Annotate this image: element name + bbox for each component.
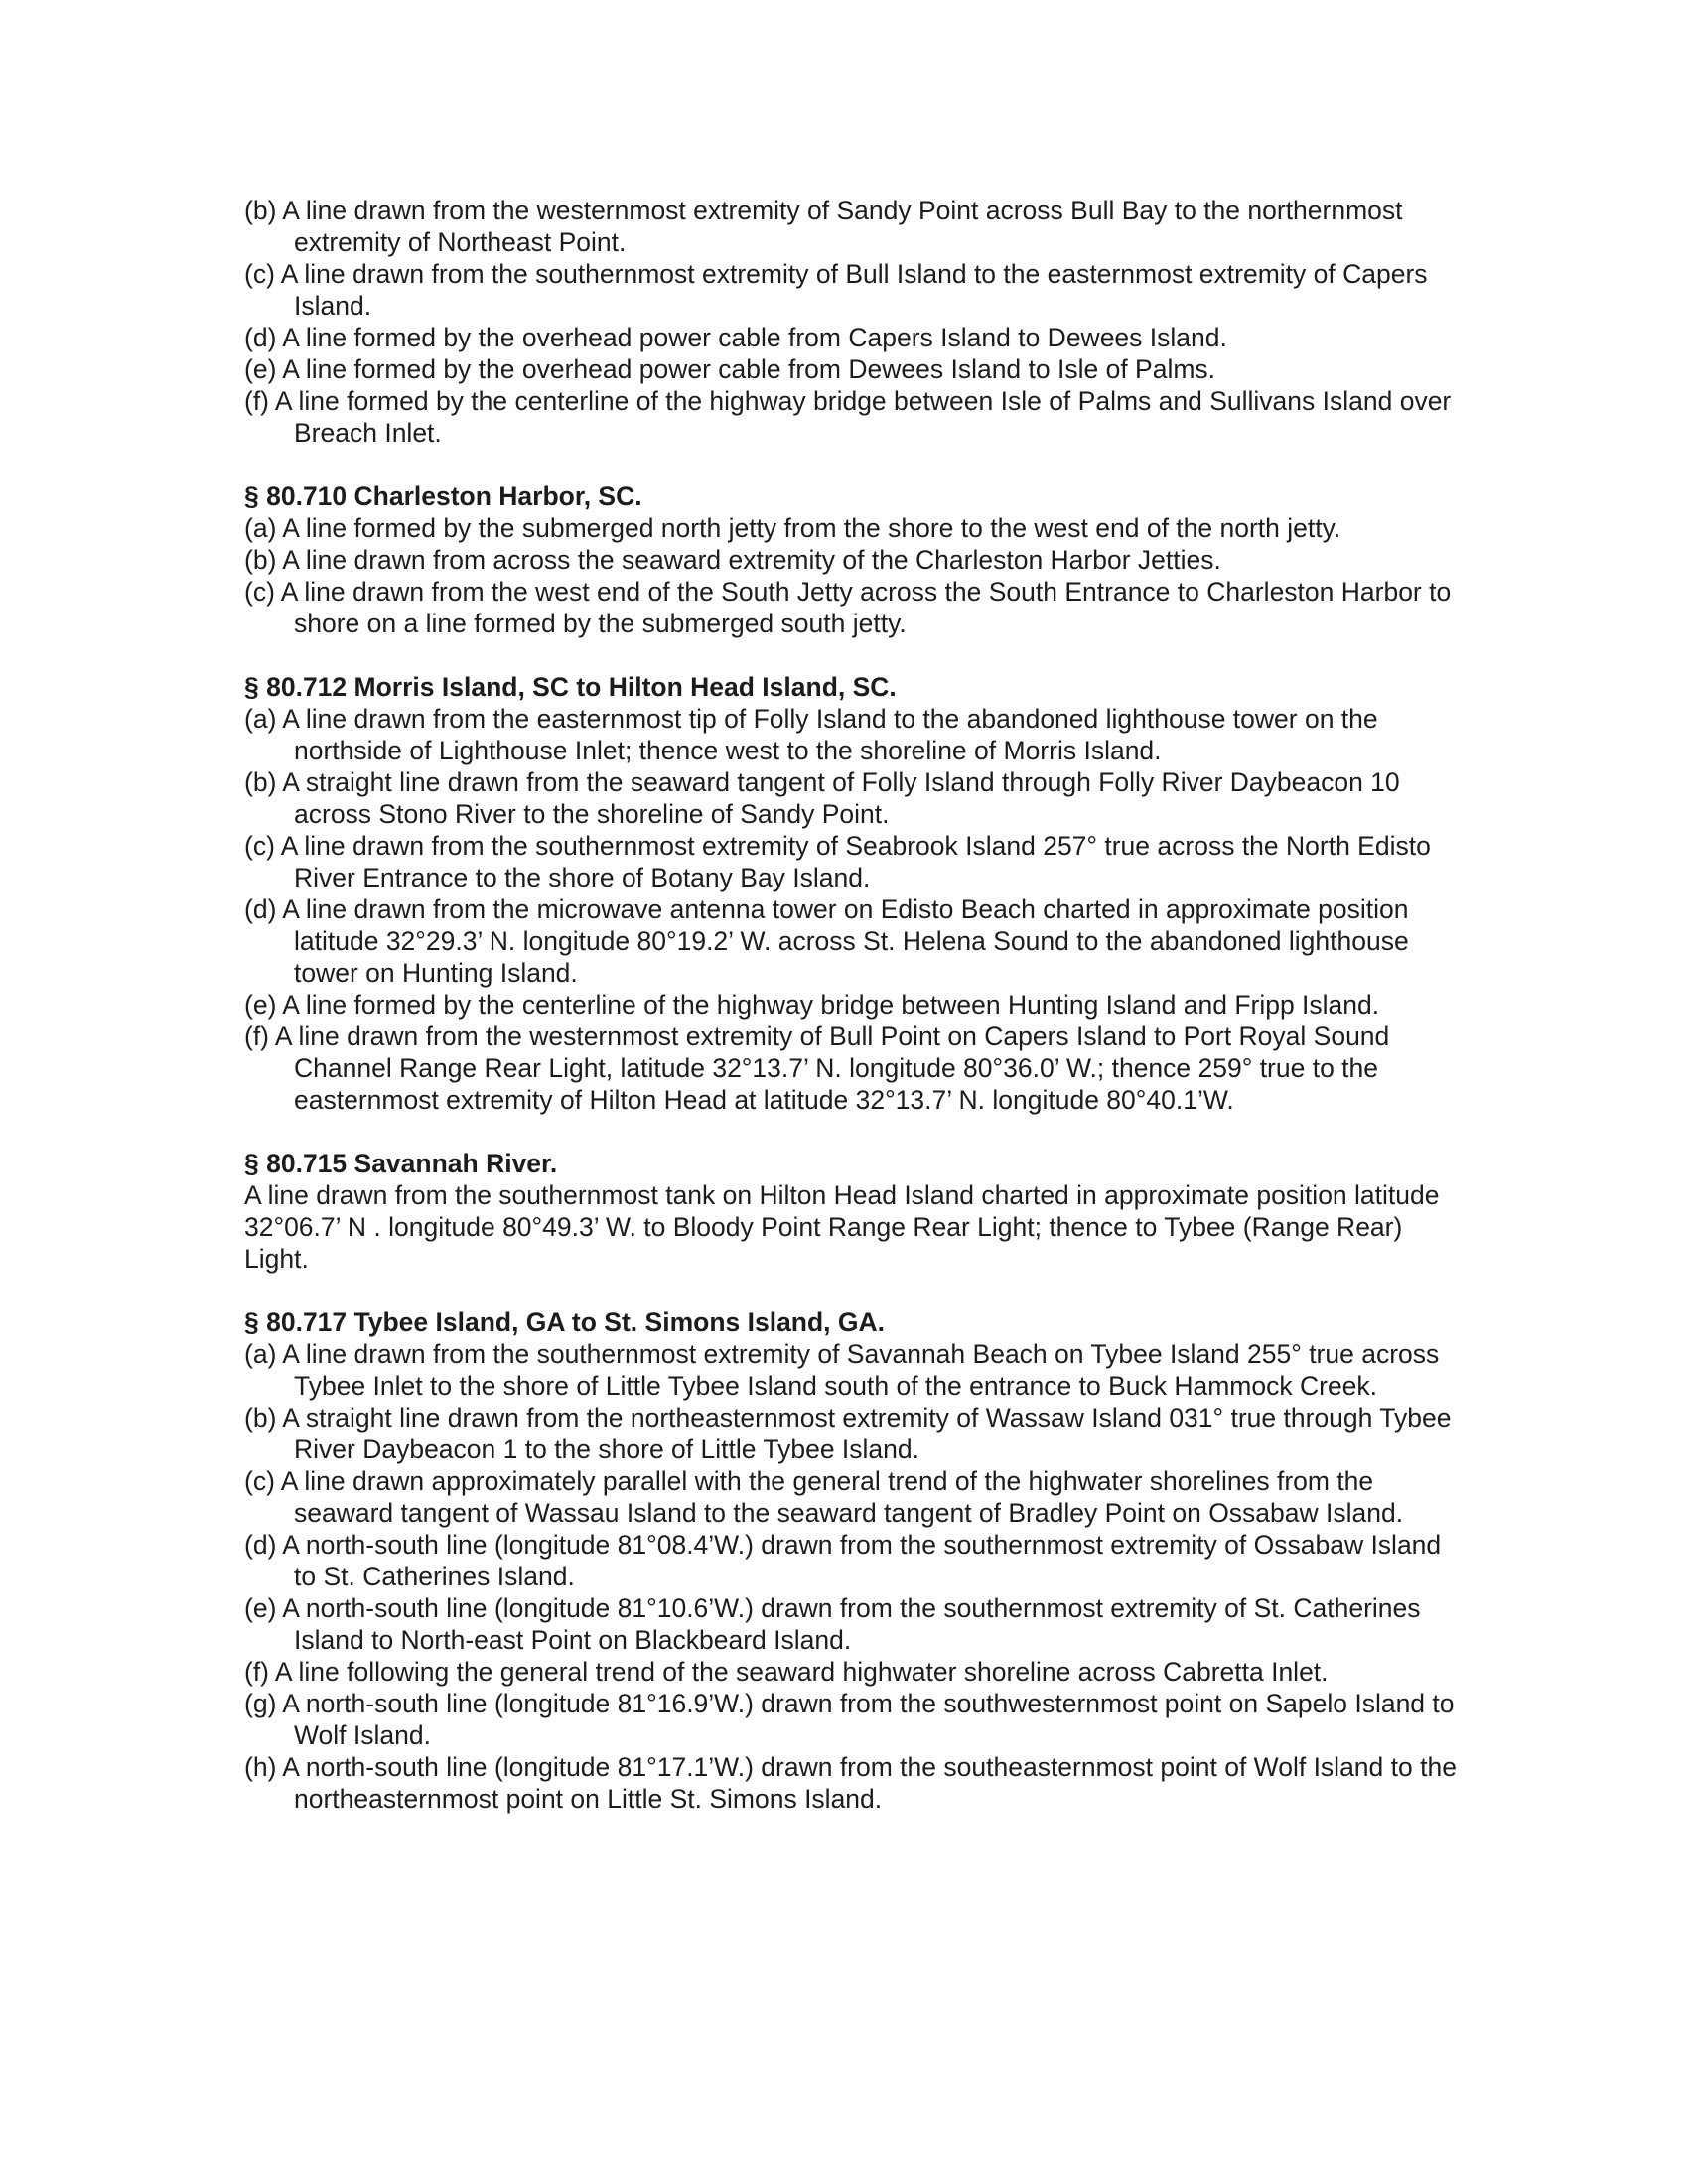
list-item: (c) A line drawn approximately parallel with the general trend of the highwater shorelines from the seaward tangent of Wassau Island to the seaward tangent of Bradley Point on Ossabaw Island. [244,1466,1404,1528]
list-item: (d) A line drawn from the microwave antenna tower on Edisto Beach charted in approximate position latitude 32°29.3’ N. longitude 80°19.2’ W. across St. Helena Sound to the abandoned lighthouse tower on Hunting Island. [244,894,1409,988]
section-continued [244,195,1466,449]
section-body: A line drawn from the southernmost tank on Hilton Head Island charted in approximate position latitude 32°06.7’ N . longitude 80°49.3’ W. to Bloody Point Range Rear Light; thence to Tybee (Range Rear) Light. [244,1180,1440,1274]
list-item: (c) A line drawn from the southernmost extremity of Bull Island to the easternmost extremity of Capers Island. [244,259,1428,321]
section-heading: § 80.715 Savannah River. [244,1149,558,1178]
section-heading: § 80.717 Tybee Island, GA to St. Simons Island, GA. [244,1307,886,1337]
list-item: (b) A line drawn from across the seaward extremity of the Charleston Harbor Jetties. [244,545,1221,575]
list-item: (h) A north-south line (longitude 81°17.1’W.) drawn from the southeasternmost point of Wolf Island to the northeasternmost point on Little St. Simons Island. [244,1752,1457,1814]
list-item: (f) A line following the general trend of the seaward highwater shoreline across Cabretta Inlet. [244,1657,1329,1687]
list-item: (g) A north-south line (longitude 81°16.9’W.) drawn from the southwesternmost point on Sapelo Island to Wolf Island. [244,1689,1455,1750]
list-item: (e) A north-south line (longitude 81°10.6’W.) drawn from the southernmost extremity of St. Catherines Island to North-east Point on Blackbeard Island. [244,1593,1421,1655]
list-item: (e) A line formed by the centerline of the highway bridge between Hunting Island and Fripp Island. [244,990,1380,1020]
list-item: (e) A line formed by the overhead power cable from Dewees Island to Isle of Palms. [244,354,1216,384]
list-item: (a) A line formed by the submerged north jetty from the shore to the west end of the north jetty. [244,513,1341,543]
list-item: (c) A line drawn from the west end of the South Jetty across the South Entrance to Charleston Harbor to shore on a line formed by the submerged south jetty. [244,577,1452,638]
list-item: (b) A straight line drawn from the seaward tangent of Folly Island through Folly River Daybeacon 10 across Stono River to the shoreline of Sandy Point. [244,767,1400,829]
list-item: (d) A line formed by the overhead power cable from Capers Island to Dewees Island. [244,323,1227,352]
list-item: (b) A line drawn from the westernmost extremity of Sandy Point across Bull Bay to the northernmost extremity of Northeast Point. [244,196,1403,257]
list-item: (b) A straight line drawn from the northeasternmost extremity of Wassaw Island 031° true through Tybee River Daybeacon 1 to the shore of Little Tybee Island. [244,1403,1452,1464]
section-heading: § 80.710 Charleston Harbor, SC. [244,481,642,511]
document-page [244,195,1466,1815]
list-item: (a) A line drawn from the easternmost tip of Folly Island to the abandoned lighthouse tower on the northside of Lighthouse Inlet; thence west to the shoreline of Morris Island. [244,704,1378,765]
section-80-710 [244,480,1466,639]
list-item: (f) A line drawn from the westernmost extremity of Bull Point on Capers Island to Port Royal Sound Channel Range Rear Light, latitude 32°13.7’ N. longitude 80°36.0’ W.; thence 259° true to the easternmost extremity of Hilton Head at latitude 32°13.7’ N. longitude 80°40.1’W. [244,1022,1390,1115]
section-80-717 [244,1306,1466,1815]
list-item: (f) A line formed by the centerline of the highway bridge between Isle of Palms and Sullivans Island over Breach Inlet. [244,386,1452,448]
section-80-712 [244,671,1466,1116]
list-item: (d) A north-south line (longitude 81°08.4’W.) drawn from the southernmost extremity of Ossabaw Island to St. Catherines Island. [244,1530,1442,1591]
list-item: (a) A line drawn from the southernmost extremity of Savannah Beach on Tybee Island 255° true across Tybee Inlet to the shore of Little Tybee Island south of the entrance to Buck Hammock Creek. [244,1339,1440,1401]
section-heading: § 80.712 Morris Island, SC to Hilton Head Island, SC. [244,672,897,702]
section-80-715 [244,1148,1466,1275]
list-item: (c) A line drawn from the southernmost extremity of Seabrook Island 257° true across the North Edisto River Entrance to the shore of Botany Bay Island. [244,831,1431,892]
